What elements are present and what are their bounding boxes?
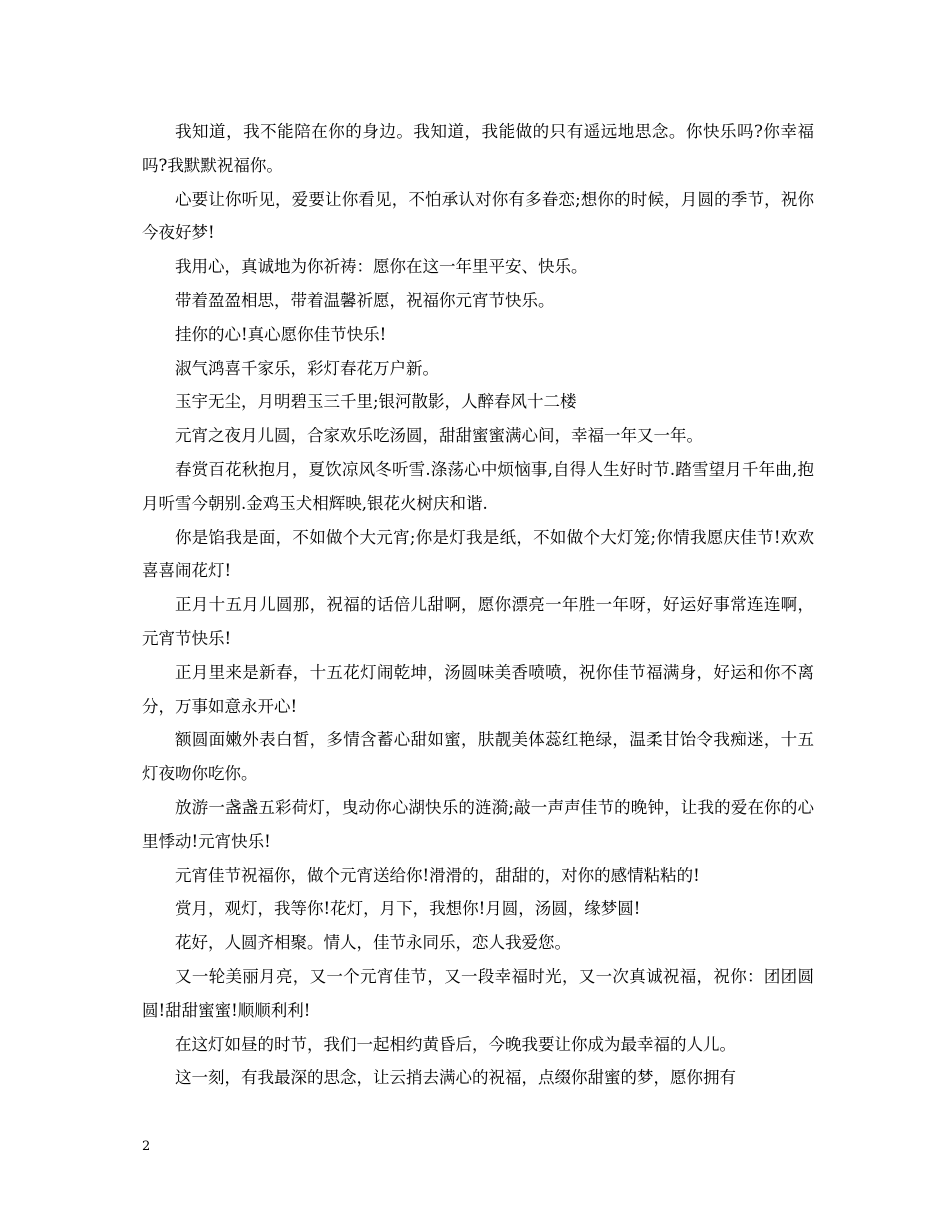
paragraph: 额圆面嫩外表白皙，多情含蓄心甜如蜜，肤靓美体蕊红艳绿，温柔甘饴令我痴迷，十五灯夜吻你吃你。 [142,730,814,784]
paragraph: 又一轮美丽月亮，又一个元宵佳节，又一段幸福时光，又一次真诚祝福，祝你：团团圆圆!甜甜蜜蜜!顺顺利利! [142,966,814,1020]
paragraph: 挂你的心!真心愿你佳节快乐! [175,324,387,344]
paragraph: 元宵佳节祝福你，做个元宵送给你!滑滑的，甜甜的，对你的感情粘粘的! [175,865,700,885]
paragraph: 正月十五月儿圆那，祝福的话倍儿甜啊，愿你漂亮一年胜一年呀，好运好事常连连啊，元宵节快乐! [142,595,814,648]
paragraph: 你是馅我是面，不如做个大元宵;你是灯我是纸，不如做个大灯笼;你情我愿庆佳节!欢欢喜喜闹花灯! [142,527,814,581]
paragraph: 元宵之夜月儿圆，合家欢乐吃汤圆，甜甜蜜蜜满心间，幸福一年又一年。 [175,426,703,446]
paragraph: 这一刻，有我最深的思念，让云捎去满心的祝福，点缀你甜蜜的梦，愿你拥有 [175,1068,736,1088]
paragraph: 淑气鸿喜千家乐，彩灯春花万户新。 [175,358,439,378]
paragraph: 赏月，观灯，我等你!花灯，月下，我想你!月圆，汤圆，缘梦圆! [175,899,641,919]
paragraph: 玉宇无尘，月明碧玉三千里;银河散影，人醉春风十二楼 [175,392,577,412]
paragraph: 在这灯如昼的时节，我们一起相约黄昏后，今晚我要让你成为最幸福的人儿。 [175,1034,736,1054]
paragraph: 我用心，真诚地为你祈祷：愿你在这一年里平安、快乐。 [175,257,588,277]
paragraph: 春赏百花秋抱月，夏饮凉风冬听雪.涤荡心中烦恼事,自得人生好时节.踏雪望月千年曲,抱月听雪今朝别.金鸡玉犬相辉映,银花火树庆和谐. [142,459,814,513]
paragraph: 正月里来是新春，十五花灯闹乾坤，汤圆味美香喷喷，祝你佳节福满身，好运和你不离分，万事如意永开心! [142,662,814,716]
page-number: 2 [142,1139,151,1154]
paragraph: 花好，人圆齐相聚。情人，佳节永同乐，恋人我爱您。 [175,933,571,953]
document-body [142,115,814,1095]
paragraph: 放游一盏盏五彩荷灯，曳动你心湖快乐的涟漪;敲一声声佳节的晚钟，让我的爱在你的心里悸动!元宵快乐! [142,797,814,851]
paragraph: 带着盈盈相思，带着温馨祈愿，祝福你元宵节快乐。 [175,290,555,310]
paragraph: 心要让你听见，爱要让你看见，不怕承认对你有多眷恋;想你的时候，月圆的季节，祝你今夜好梦! [142,189,814,243]
paragraph: 我知道，我不能陪在你的身边。我知道，我能做的只有遥远地思念。你快乐吗?你幸福吗?我默默祝福你。 [142,122,814,175]
